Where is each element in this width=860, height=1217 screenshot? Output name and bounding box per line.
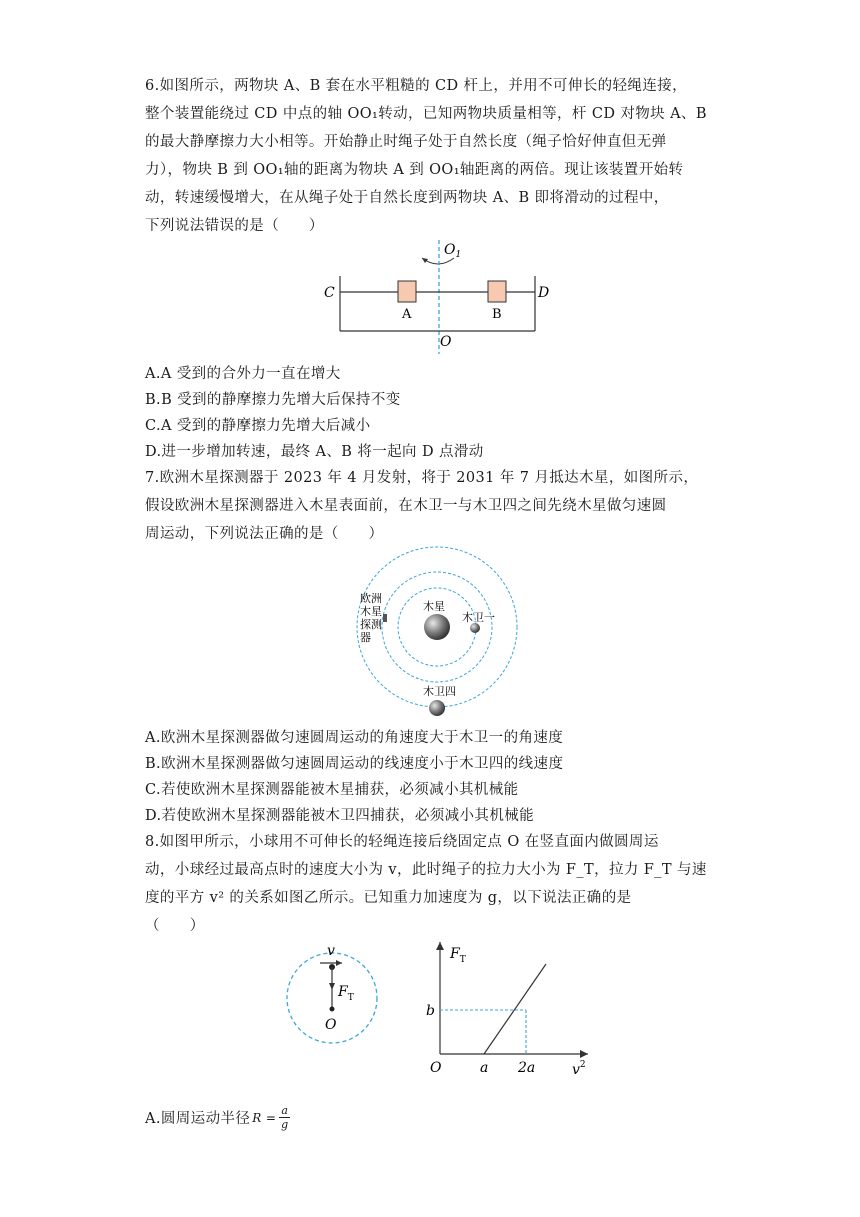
q8-circle-figure	[280, 938, 390, 1048]
q7-line-1: 7.欧洲木星探测器于 2023 年 4 月发射，将于 2031 年 7 月抵达木星，如图所示，	[145, 470, 699, 486]
q7-option-a: A.欧洲木星探测器做匀速圆周运动的角速度大于木卫一的角速度	[145, 730, 564, 746]
q6-option-d: D.进一步增加转速，最终 A、B 将一起向 D 点滑动	[145, 444, 484, 460]
formula-fraction	[279, 1104, 290, 1131]
q6-option-b: B.B 受到的静摩擦力先增大后保持不变	[145, 392, 401, 408]
formula-numerator: a	[281, 1104, 289, 1117]
callisto-moon	[429, 700, 445, 716]
ft-label: $F_T$	[338, 984, 354, 1003]
label-o: O	[440, 334, 452, 350]
tension-arrowhead	[329, 983, 335, 990]
q6-option-c: C.A 受到的静摩擦力先增大后减小	[145, 418, 371, 434]
x-axis-arrow	[580, 1050, 588, 1058]
probe-label-3: 探测	[360, 618, 382, 631]
q8-option-a-prefix: A.圆周运动半径	[145, 1111, 251, 1127]
rotation-arrow	[422, 258, 428, 263]
b-tick-label: b	[426, 1003, 435, 1019]
block-b	[488, 281, 506, 302]
origin-label: O	[430, 1060, 442, 1076]
q6-line-2: 整个装置能绕过 CD 中点的轴 OO₁转动，已知两物块质量相等，杆 CD 对物块 A、B	[145, 106, 707, 122]
formula-lhs: R =	[252, 1110, 277, 1125]
q7-option-d: D.若使欧洲木星探测器能被木卫四捕获，必须减小其机械能	[145, 808, 535, 824]
probe-label-1: 欧洲	[360, 592, 382, 605]
q7-orbit-figure	[355, 542, 525, 720]
q6-line-6: 下列说法错误的是（ ）	[145, 218, 324, 234]
y-axis-arrow	[436, 942, 444, 950]
label-a: A	[402, 307, 412, 322]
o-label: O	[325, 1017, 337, 1033]
label-o1: $O_1$	[444, 242, 462, 260]
probe-marker	[383, 614, 387, 622]
block-a	[398, 281, 416, 302]
q8-line-3: 度的平方 v² 的关系如图乙所示。已知重力加速度为 g，以下说法正确的是	[145, 890, 632, 906]
velocity-arrowhead	[336, 960, 342, 966]
jupiter-label: 木星	[423, 600, 445, 613]
q8-line-1: 8.如图甲所示，小球用不可伸长的轻绳连接后绕固定点 O 在竖直面内做圆周运	[145, 834, 659, 850]
2a-tick-label: 2a	[518, 1060, 536, 1076]
q8-line-4: （ ）	[145, 918, 205, 934]
probe-label-2: 木星	[360, 605, 382, 618]
q6-rod-figure	[318, 236, 558, 354]
q8-option-a	[145, 1104, 290, 1131]
q6-line-5: 动，转速缓慢增大，在从绳子处于自然长度到两物块 A、B 即将滑动的过程中，	[145, 190, 669, 206]
y-label: $F_T$	[450, 946, 466, 965]
ft-vs-v2-line	[484, 964, 546, 1054]
q6-line-4: 力），物块 B 到 OO₁轴的距离为物块 A 到 OO₁轴距离的两倍。现让该装置开始转	[145, 162, 684, 178]
q6-option-a: A.A 受到的合外力一直在增大	[145, 366, 341, 382]
jupiter-planet	[424, 614, 450, 640]
label-b: B	[492, 307, 502, 322]
formula-denominator: g	[281, 1118, 289, 1131]
callisto-label: 木卫四	[423, 685, 456, 698]
q7-option-c: C.若使欧洲木星探测器能被木星捕获，必须减小其机械能	[145, 782, 519, 798]
label-d: D	[538, 285, 550, 301]
q7-option-b: B.欧洲木星探测器做匀速圆周运动的线速度小于木卫四的线速度	[145, 756, 564, 772]
probe-label-4: 器	[360, 631, 371, 644]
a-tick-label: a	[480, 1060, 489, 1076]
q8-line-2: 动，小球经过最高点时的速度大小为 v，此时绳子的拉力大小为 F_T，拉力 F_T 与速	[145, 862, 707, 878]
q6-line-3: 的最大静摩擦力大小相等。开始静止时绳子处于自然长度（绳子恰好伸直但无弹	[145, 134, 667, 150]
io-label: 木卫一	[462, 611, 495, 624]
q8-graph-figure	[420, 938, 595, 1078]
q6-line-1: 6.如图所示，两物块 A、B 套在水平粗糙的 CD 杆上，并用不可伸长的轻绳连接，	[145, 78, 688, 94]
v-label: v	[327, 943, 335, 959]
q7-line-3: 周运动，下列说法正确的是（ ）	[145, 526, 384, 542]
label-c: C	[324, 285, 335, 301]
center-o	[330, 1007, 335, 1012]
q7-line-2: 假设欧洲木星探测器进入木星表面前，在木卫一与木卫四之间先绕木星做匀速圆	[145, 498, 667, 514]
io-moon	[470, 623, 480, 633]
x-label: $v^2$	[572, 1060, 586, 1078]
